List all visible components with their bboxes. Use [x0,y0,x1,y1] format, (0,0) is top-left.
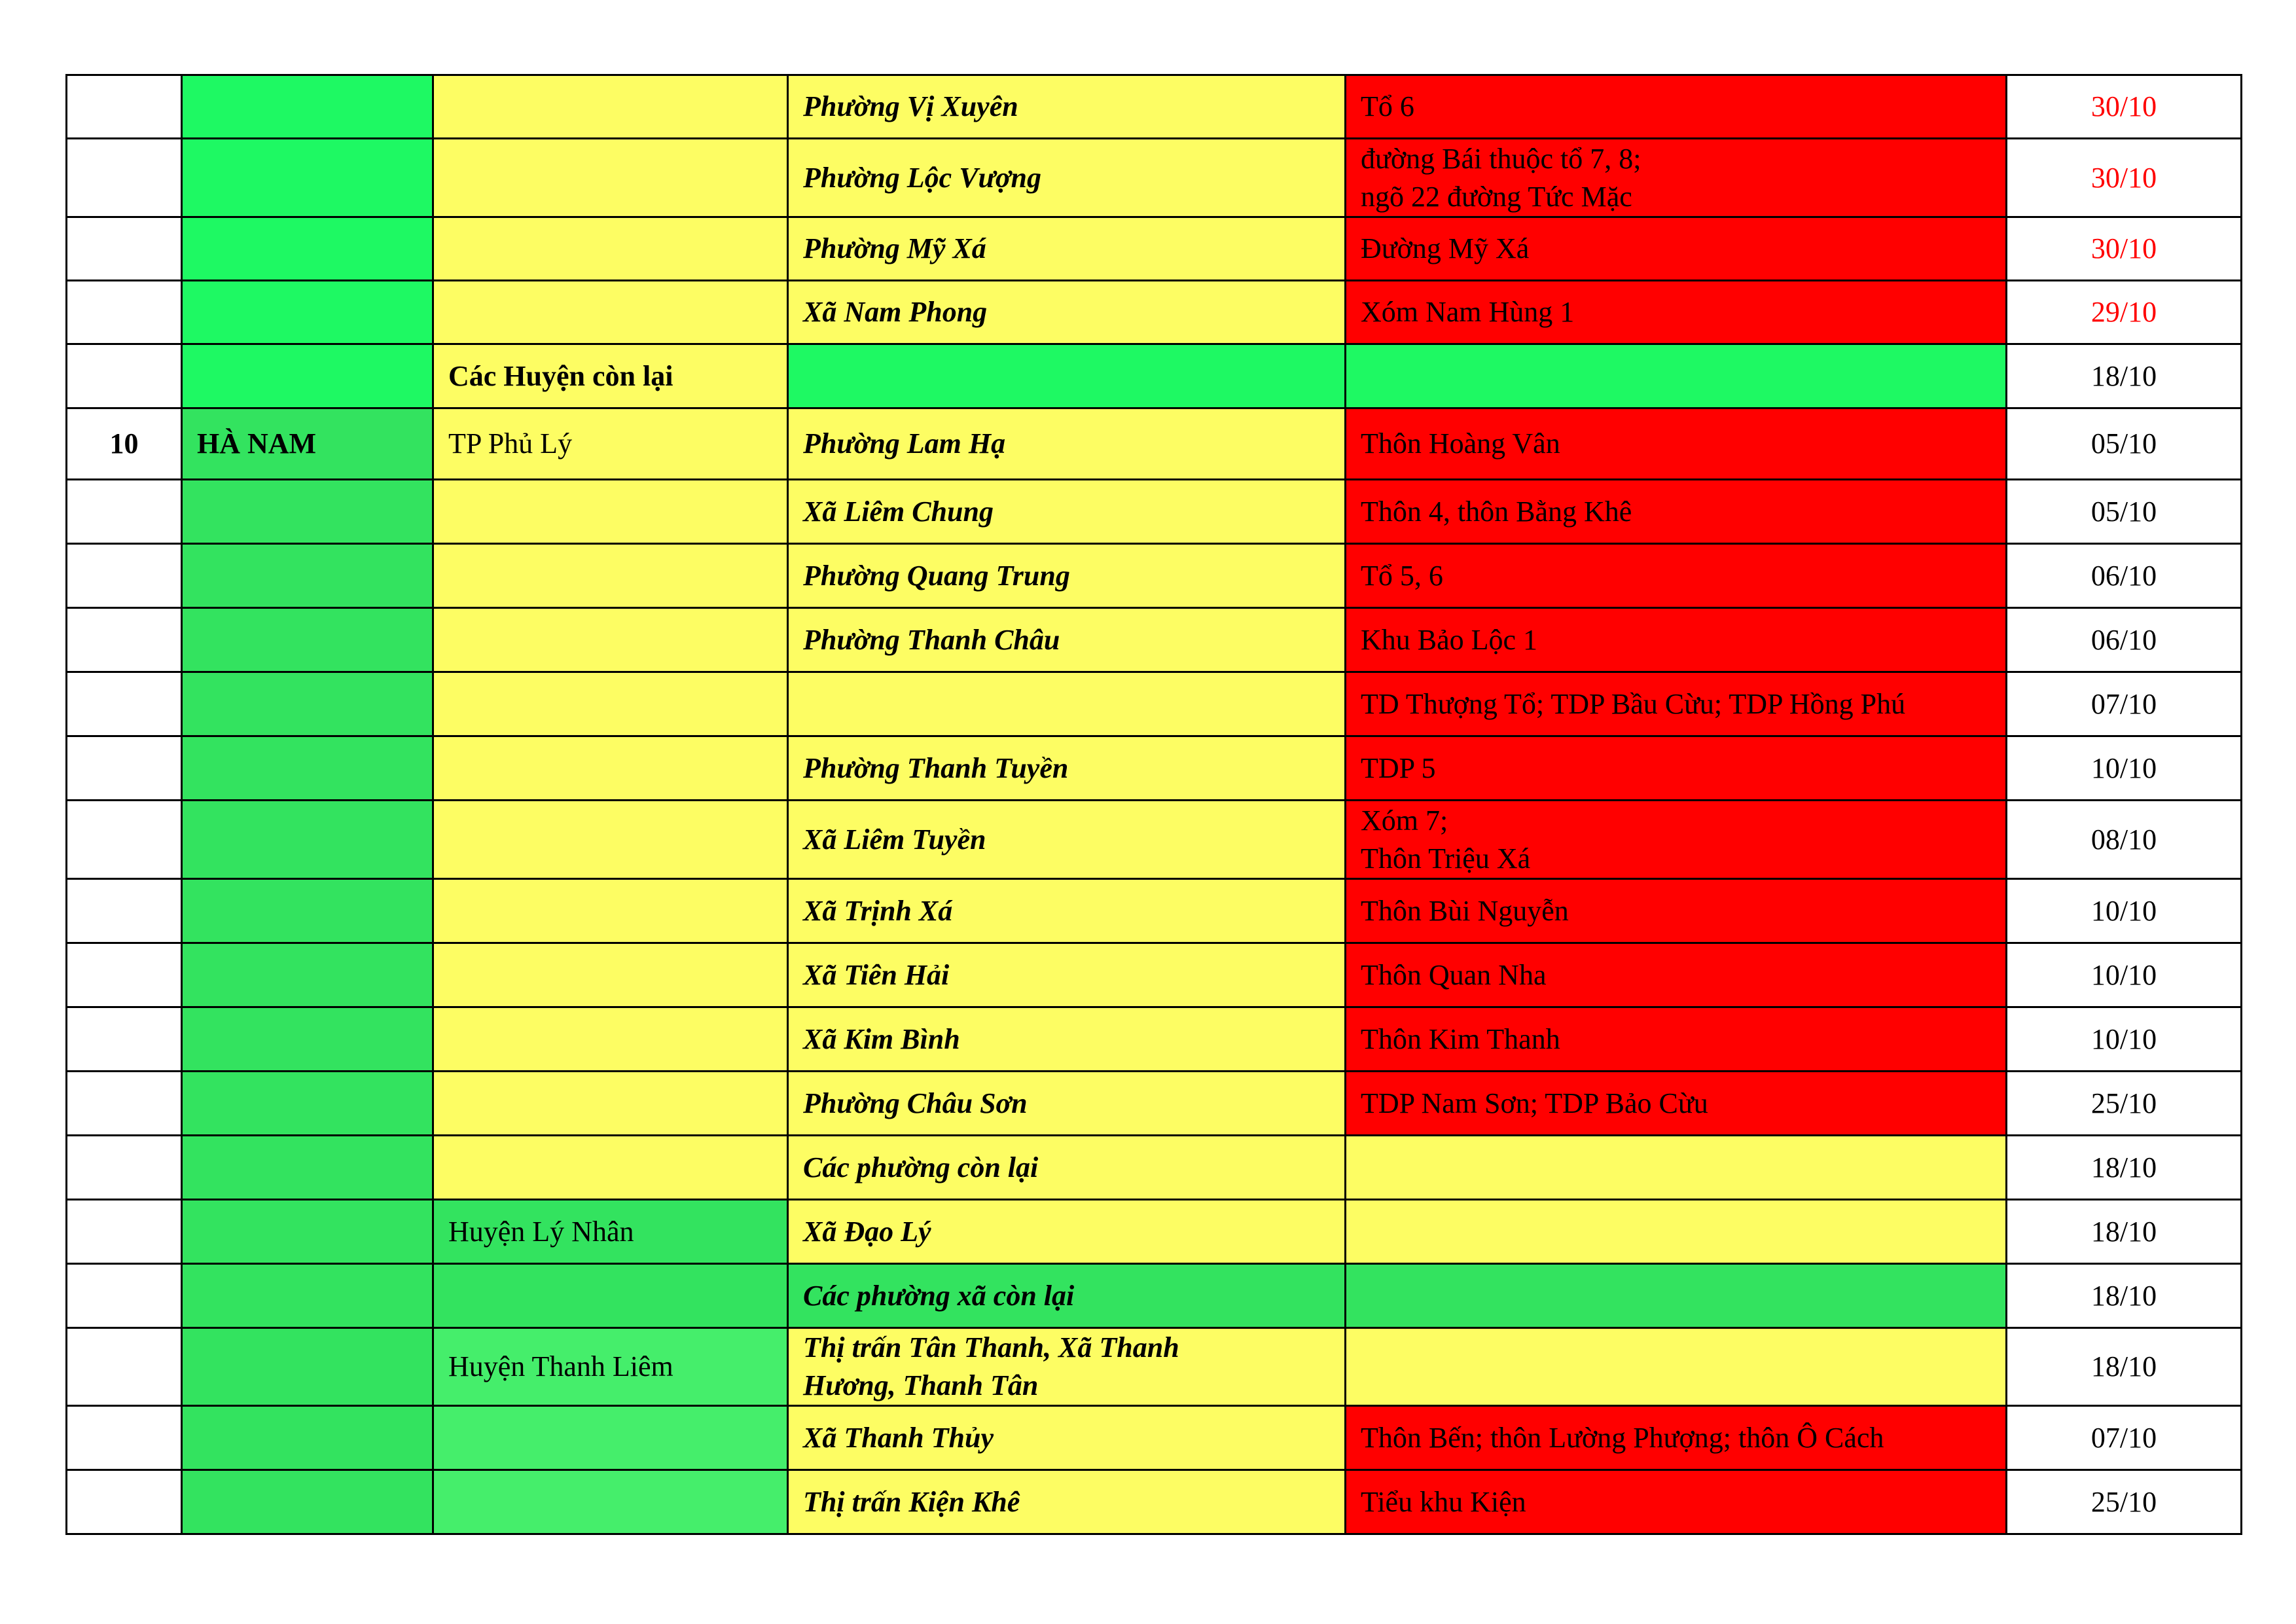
area-line: Tiểu khu Kiện [1361,1485,1526,1518]
ward-cell: Phường Thanh Châu [788,608,1346,672]
district-cell [433,1136,788,1200]
province-cell [182,139,433,217]
province-cell [182,672,433,736]
province-cell [182,544,433,608]
ward-cell: Các phường còn lại [788,1136,1346,1200]
row-number [67,544,182,608]
date-cell: 30/10 [2007,139,2242,217]
ward-cell: Xã Đạo Lý [788,1200,1346,1264]
area-line: Thôn Triệu Xá [1361,842,1531,875]
area-cell [1346,879,2007,943]
province-cell [182,879,433,943]
date-cell: 10/10 [2007,879,2242,943]
ward-line: Thị trấn Tân Thanh, Xã Thanh [803,1331,1179,1363]
province-cell [182,1328,433,1406]
area-cell [1346,1264,2007,1328]
date-cell: 10/10 [2007,1007,2242,1072]
table-row [67,1328,2242,1406]
area-cell [1346,736,2007,801]
table-row [67,801,2242,879]
area-line: Thôn Bến; thôn Lường Phượng; thôn Ô Cách [1361,1421,1884,1454]
ward-cell: Phường Lam Hạ [788,408,1346,480]
area-line: Đường Mỹ Xá [1361,232,1530,264]
row-number [67,480,182,544]
district-cell [433,139,788,217]
area-line: Tổ 6 [1361,90,1414,122]
province-cell [182,480,433,544]
table-row [67,480,2242,544]
table-row [67,344,2242,408]
district-cell [433,217,788,281]
district-cell [433,608,788,672]
area-line: Thôn Kim Thanh [1361,1022,1560,1055]
row-number: 10 [67,408,182,480]
district-cell: Các Huyện còn lại [433,344,788,408]
province-cell: HÀ NAM [182,408,433,480]
province-cell [182,217,433,281]
area-line: Khu Bảo Lộc 1 [1361,623,1538,656]
table-body [67,75,2242,1534]
table-row [67,217,2242,281]
date-cell: 18/10 [2007,1328,2242,1406]
table-row [67,1136,2242,1200]
area-cell [1346,1136,2007,1200]
table-row [67,75,2242,139]
district-cell [433,1406,788,1470]
province-cell [182,736,433,801]
ward-cell [788,344,1346,408]
date-cell: 18/10 [2007,344,2242,408]
district-cell [433,1072,788,1136]
area-line: Thôn Hoàng Vân [1361,427,1560,460]
ward-cell: Phường Châu Sơn [788,1072,1346,1136]
date-cell: 25/10 [2007,1072,2242,1136]
province-cell [182,75,433,139]
table-row [67,281,2242,344]
area-cell [1346,217,2007,281]
area-cell [1346,75,2007,139]
district-cell [433,480,788,544]
area-line: Thôn Quan Nha [1361,958,1547,991]
ward-cell: Xã Liêm Tuyền [788,801,1346,879]
date-cell: 05/10 [2007,408,2242,480]
table-row [67,879,2242,943]
row-number [67,943,182,1007]
date-cell: 05/10 [2007,480,2242,544]
area-cell [1346,801,2007,879]
row-number [67,1200,182,1264]
area-cell [1346,1328,2007,1406]
table-row [67,1470,2242,1534]
ward-cell: Phường Vị Xuyên [788,75,1346,139]
district-cell [433,1470,788,1534]
table-row [67,1007,2242,1072]
row-number [67,801,182,879]
date-cell: 06/10 [2007,608,2242,672]
area-line: Tổ 5, 6 [1361,559,1443,592]
row-number [67,1470,182,1534]
date-cell: 30/10 [2007,217,2242,281]
table-row [67,1200,2242,1264]
district-cell [433,1264,788,1328]
district-cell [433,75,788,139]
row-number [67,879,182,943]
area-cell [1346,1470,2007,1534]
ward-cell: Xã Liêm Chung [788,480,1346,544]
area-cell [1346,1406,2007,1470]
row-number [67,1406,182,1470]
ward-cell: Các phường xã còn lại [788,1264,1346,1328]
outbreak-area-table [65,74,2242,1535]
province-cell [182,1406,433,1470]
district-cell [433,672,788,736]
row-number [67,344,182,408]
province-cell [182,1007,433,1072]
row-number [67,75,182,139]
district-cell [433,943,788,1007]
province-cell [182,344,433,408]
area-cell [1346,943,2007,1007]
area-line: Xóm 7; [1361,804,1448,837]
table-row [67,943,2242,1007]
area-line: TDP 5 [1361,751,1436,784]
ward-cell: Xã Trịnh Xá [788,879,1346,943]
table-row [67,672,2242,736]
date-cell: 29/10 [2007,281,2242,344]
ward-cell [788,1328,1346,1406]
table-row [67,1072,2242,1136]
ward-cell: Xã Tiên Hải [788,943,1346,1007]
area-cell [1346,139,2007,217]
area-cell [1346,1007,2007,1072]
ward-line: Hương, Thanh Tân [803,1369,1039,1401]
table-row [67,544,2242,608]
district-cell [433,544,788,608]
ward-cell: Phường Quang Trung [788,544,1346,608]
area-cell [1346,672,2007,736]
date-cell: 18/10 [2007,1200,2242,1264]
area-line: Thôn 4, thôn Bằng Khê [1361,495,1632,528]
date-cell: 25/10 [2007,1470,2242,1534]
ward-cell: Phường Lộc Vượng [788,139,1346,217]
province-cell [182,801,433,879]
table-row [67,139,2242,217]
area-line: TD Thượng Tổ; TDP Bầu Cừu; TDP Hồng Phú [1361,687,1906,720]
area-cell [1346,480,2007,544]
date-cell: 30/10 [2007,75,2242,139]
ward-cell: Thị trấn Kiện Khê [788,1470,1346,1534]
province-cell [182,608,433,672]
table-row [67,408,2242,480]
district-cell: Huyện Lý Nhân [433,1200,788,1264]
row-number [67,139,182,217]
district-cell: TP Phủ Lý [433,408,788,480]
row-number [67,1007,182,1072]
district-cell: Huyện Thanh Liêm [433,1328,788,1406]
province-cell [182,943,433,1007]
table-row [67,1406,2242,1470]
area-line: ngõ 22 đường Tức Mặc [1361,180,1632,213]
area-cell [1346,344,2007,408]
date-cell: 08/10 [2007,801,2242,879]
area-cell [1346,281,2007,344]
ward-cell: Xã Nam Phong [788,281,1346,344]
district-cell [433,879,788,943]
province-cell [182,1136,433,1200]
area-line: Xóm Nam Hùng 1 [1361,296,1575,328]
ward-cell [788,672,1346,736]
area-cell [1346,608,2007,672]
row-number [67,736,182,801]
table-row [67,608,2242,672]
province-cell [182,1470,433,1534]
row-number [67,1136,182,1200]
row-number [67,217,182,281]
row-number [67,1072,182,1136]
area-cell [1346,408,2007,480]
row-number [67,1264,182,1328]
province-cell [182,1264,433,1328]
province-cell [182,1072,433,1136]
row-number [67,1328,182,1406]
ward-cell: Phường Mỹ Xá [788,217,1346,281]
date-cell: 18/10 [2007,1264,2242,1328]
row-number [67,608,182,672]
area-cell [1346,544,2007,608]
area-cell [1346,1072,2007,1136]
date-cell: 07/10 [2007,1406,2242,1470]
area-line: đường Bái thuộc tổ 7, 8; [1361,142,1641,175]
district-cell [433,281,788,344]
ward-cell: Phường Thanh Tuyền [788,736,1346,801]
district-cell [433,1007,788,1072]
district-cell [433,801,788,879]
ward-cell: Xã Kim Bình [788,1007,1346,1072]
table-row [67,1264,2242,1328]
table-row [67,736,2242,801]
row-number [67,281,182,344]
date-cell: 06/10 [2007,544,2242,608]
ward-cell: Xã Thanh Thủy [788,1406,1346,1470]
date-cell: 10/10 [2007,736,2242,801]
row-number [67,672,182,736]
district-cell [433,736,788,801]
province-cell [182,1200,433,1264]
area-line: Thôn Bùi Nguyễn [1361,894,1569,927]
date-cell: 07/10 [2007,672,2242,736]
province-cell [182,281,433,344]
area-cell [1346,1200,2007,1264]
area-line: TDP Nam Sơn; TDP Bảo Cừu [1361,1087,1708,1119]
date-cell: 10/10 [2007,943,2242,1007]
date-cell: 18/10 [2007,1136,2242,1200]
